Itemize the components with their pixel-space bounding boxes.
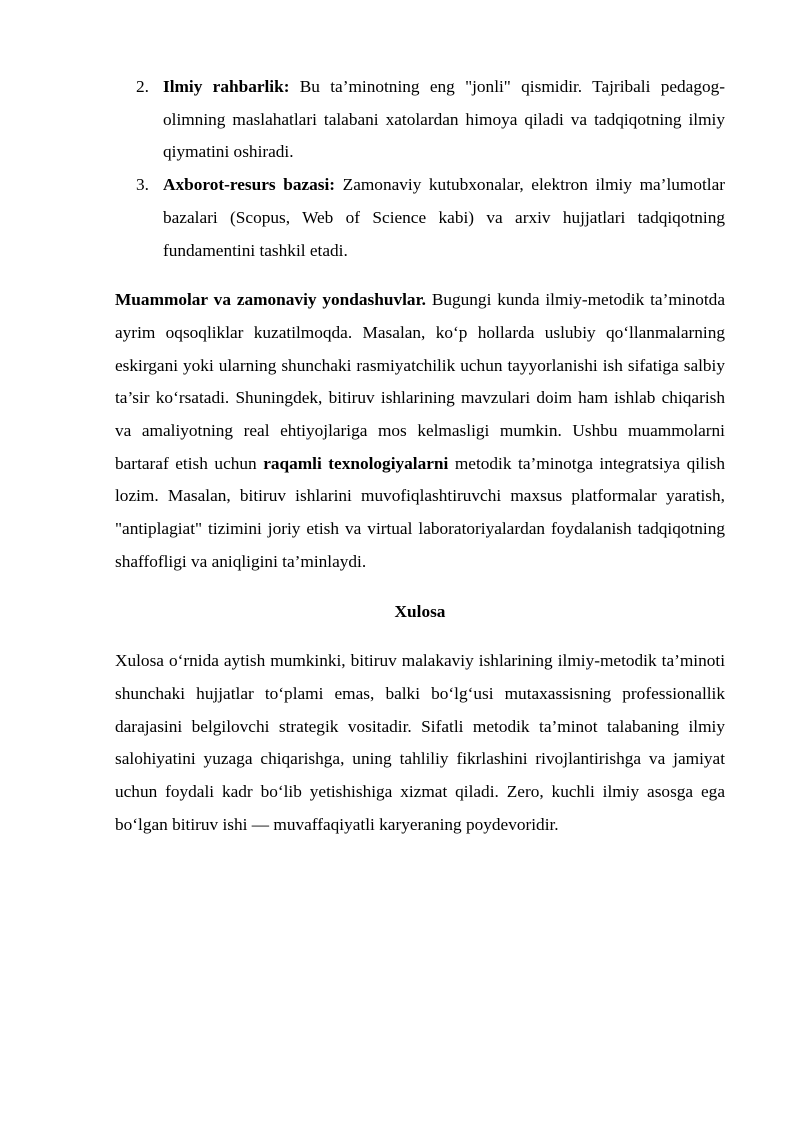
list-item-label: Axborot-resurs bazasi: (163, 175, 336, 195)
list-number: 3. (136, 175, 149, 195)
problems-paragraph (115, 284, 725, 578)
document-page (115, 71, 725, 841)
problems-text-2: metodik ta’minotga integratsiya qilish lozim. Masalan, bitiruv ishlarini muvofiqlashtiruvchi maxsus platformalar yaratish, "antiplagiat" tizimini joriy etish va virtual laboratoriyalardan foydalanish tadqiqotning shaffofligi va aniqligini ta’minlaydi. (115, 453, 725, 571)
list-item-scientific-supervision (115, 71, 725, 169)
list-item-text: Bu ta’minotning eng "jonli" qismidir. Tajribali pedagog-olimning maslahatlari talabani xatolardan himoya qiladi va tadqiqotning ilmiy qiymatini oshiradi. (163, 77, 725, 162)
list-number: 2. (136, 77, 149, 96)
problems-emphasis: raqamli texnologiyalarni (263, 453, 449, 473)
list-item-information-resources (115, 169, 725, 267)
numbered-list (115, 71, 725, 267)
problems-lead: Muammolar va zamonaviy yondashuvlar. (115, 290, 426, 310)
list-item-label: Ilmiy rahbarlik: (163, 77, 290, 96)
conclusion-paragraph: Xulosa o‘rnida aytish mumkinki, bitiruv malakaviy ishlarining ilmiy-metodik ta’minoti shunchaki hujjatlar to‘plami emas, balki bo‘lg‘usi mutaxassisning professionallik darajasini belgilovchi strategik vositadir. Sifatli metodik ta’minot talabaning ilmiy salohiyatini yuzaga chiqarishga, uning tahliliy fikrlashini rivojlantirishga va jamiyat uchun foydali kadr bo‘lib yetishishiga xizmat qiladi. Zero, kuchli ilmiy asosga ega bo‘lgan bitiruv ishi — muvaffaqiyatli karyeraning poydevoridir. (115, 651, 725, 834)
problems-text-1: Bugungi kunda ilmiy-metodik ta’minotda ayrim oqsoqliklar kuzatilmoqda. Masalan, ko‘p hollarda uslubiy qo‘llanmalarning eskirgani yoki ularning shunchaki rasmiyatchilik uchun tayyorlanishi ish sifatiga salbiy ta’sir ko‘rsatadi. Shuningdek, bitiruv ishlarining mavzulari doim ham ishlab chiqarish va amaliyotning real ehtiyojlariga mos kelmasligi mumkin. Ushbu muammolarni bartaraf etish uchun (115, 290, 725, 473)
conclusion-heading: Xulosa (394, 601, 446, 621)
list-item-text: Zamonaviy kutubxonalar, elektron ilmiy ma’lumotlar bazalari (Scopus, Web of Science kabi) va arxiv hujjatlari tadqiqotning fundamentini tashkil etadi. (163, 175, 725, 260)
